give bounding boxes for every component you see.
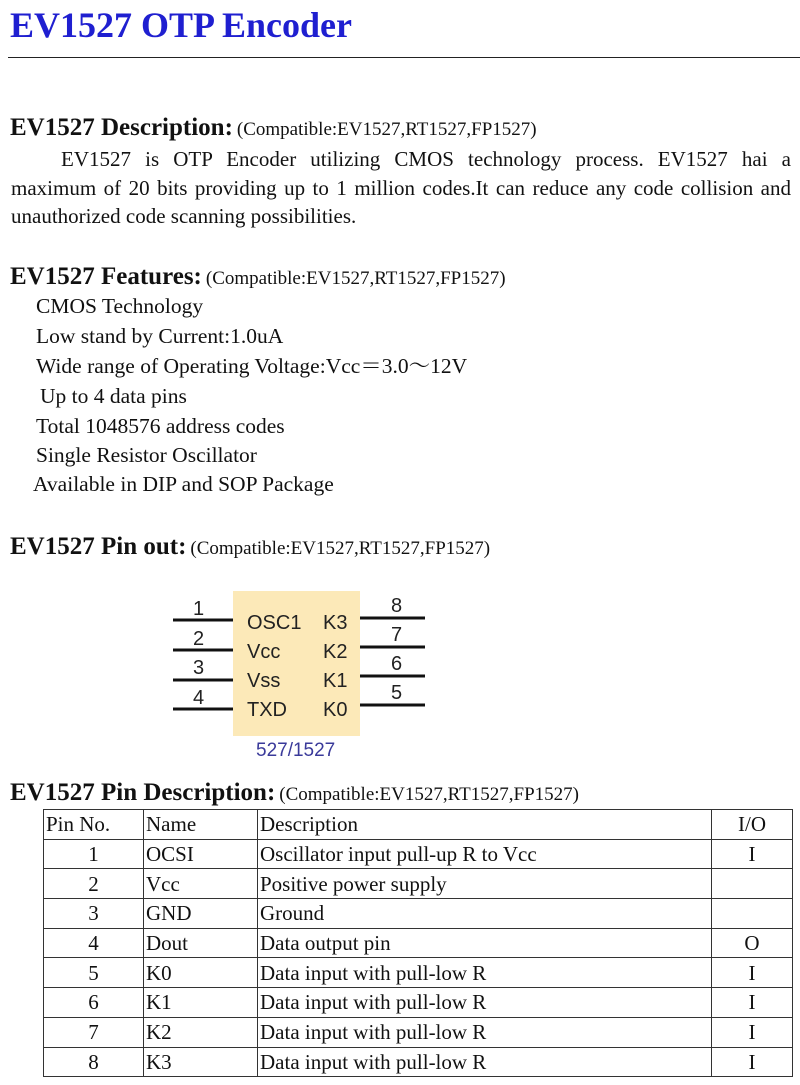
features-heading-text: EV1527 Features: [10, 263, 202, 290]
feature-item: Single Resistor Oscillator [36, 443, 257, 467]
table-row [44, 839, 793, 869]
table-header-row [44, 810, 793, 840]
cell-description: Data input with pull-low R [258, 988, 712, 1018]
pin-number-1: 1 [193, 598, 205, 620]
pin-name-osc1: OSC1 [247, 612, 302, 634]
cell-pin-no: 3 [44, 899, 144, 929]
pin-number-4: 4 [193, 687, 205, 709]
cell-description: Data input with pull-low R [258, 1047, 712, 1077]
cell-name: Vcc [144, 869, 258, 899]
table-row [44, 928, 793, 958]
cell-io: I [712, 958, 793, 988]
cell-pin-no: 8 [44, 1047, 144, 1077]
table-row [44, 988, 793, 1018]
description-compat: (Compatible:EV1527,RT1527,FP1527) [236, 119, 537, 140]
column-header-name: Name [144, 810, 258, 840]
cell-io: I [712, 1047, 793, 1077]
pin-number-2: 2 [193, 628, 205, 650]
pin-number-6: 6 [391, 653, 403, 675]
feature-item: Low stand by Current:1.0uA [36, 324, 284, 348]
pin-description-compat: (Compatible:EV1527,RT1527,FP1527) [279, 784, 579, 805]
table-row [44, 1047, 793, 1077]
cell-description: Data input with pull-low R [258, 1017, 712, 1047]
cell-pin-no: 1 [44, 839, 144, 869]
feature-item: Wide range of Operating Voltage:Vcc＝3.0～12V [36, 354, 468, 378]
pin-number-8: 8 [391, 595, 403, 617]
pinout-heading-text: EV1527 Pin out: [10, 533, 187, 560]
feature-item: CMOS Technology [36, 294, 204, 318]
cell-name: OCSI [144, 839, 258, 869]
cell-name: K1 [144, 988, 258, 1018]
pin-name-txd: TXD [247, 699, 287, 721]
cell-io: I [712, 839, 793, 869]
pinout-compat: (Compatible:EV1527,RT1527,FP1527) [190, 538, 491, 559]
pin-number-7: 7 [391, 624, 403, 646]
description-heading-text: EV1527 Description: [10, 114, 233, 141]
cell-description: Oscillator input pull-up R to Vcc [258, 839, 712, 869]
cell-description: Positive power supply [258, 869, 712, 899]
pinout-diagram [165, 575, 445, 765]
pin-name-k3: K3 [323, 612, 348, 634]
chip-label: 527/1527 [256, 740, 336, 761]
cell-pin-no: 2 [44, 869, 144, 899]
cell-io: I [712, 1017, 793, 1047]
cell-name: Dout [144, 928, 258, 958]
pinout-svg [165, 575, 445, 765]
description-text: EV1527 is OTP Encoder utilizing CMOS technology process. EV1527 hai a maximum of 20 bits providing up to 1 million codes.It can reduce any code collision and unauthorized code scanning possibilities. [11, 147, 791, 228]
pin-name-vss: Vss [247, 670, 281, 692]
column-header-description: Description [258, 810, 712, 840]
cell-io: O [712, 928, 793, 958]
feature-item: Available in DIP and SOP Package [33, 472, 334, 496]
feature-item: Total 1048576 address codes [36, 414, 285, 438]
column-header-pin-no: Pin No. [44, 810, 144, 840]
description-heading [10, 114, 537, 145]
cell-name: K3 [144, 1047, 258, 1077]
cell-description: Data input with pull-low R [258, 958, 712, 988]
cell-pin-no: 4 [44, 928, 144, 958]
features-compat: (Compatible:EV1527,RT1527,FP1527) [205, 268, 506, 289]
cell-io [712, 899, 793, 929]
pin-name-k1: K1 [323, 670, 348, 692]
pin-name-vcc: Vcc [247, 641, 281, 663]
pin-description-heading-text: EV1527 Pin Description: [10, 779, 276, 806]
table-row [44, 958, 793, 988]
cell-pin-no: 5 [44, 958, 144, 988]
pin-description-heading [10, 779, 579, 810]
title-divider [8, 57, 800, 58]
page-title: EV1527 OTP Encoder [10, 5, 353, 45]
cell-io [712, 869, 793, 899]
cell-description: Data output pin [258, 928, 712, 958]
column-header-io: I/O [712, 810, 793, 840]
pinout-heading [10, 533, 490, 564]
cell-name: K2 [144, 1017, 258, 1047]
features-heading [10, 263, 506, 294]
pin-name-k0: K0 [323, 699, 348, 721]
pin-number-5: 5 [391, 682, 403, 704]
cell-name: GND [144, 899, 258, 929]
cell-description: Ground [258, 899, 712, 929]
cell-pin-no: 7 [44, 1017, 144, 1047]
table-row [44, 869, 793, 899]
feature-item: Up to 4 data pins [40, 384, 187, 408]
cell-name: K0 [144, 958, 258, 988]
cell-pin-no: 6 [44, 988, 144, 1018]
pin-name-k2: K2 [323, 641, 348, 663]
cell-io: I [712, 988, 793, 1018]
table-row [44, 1017, 793, 1047]
pin-number-3: 3 [193, 657, 205, 679]
pin-description-table [43, 809, 793, 1077]
table-row [44, 899, 793, 929]
